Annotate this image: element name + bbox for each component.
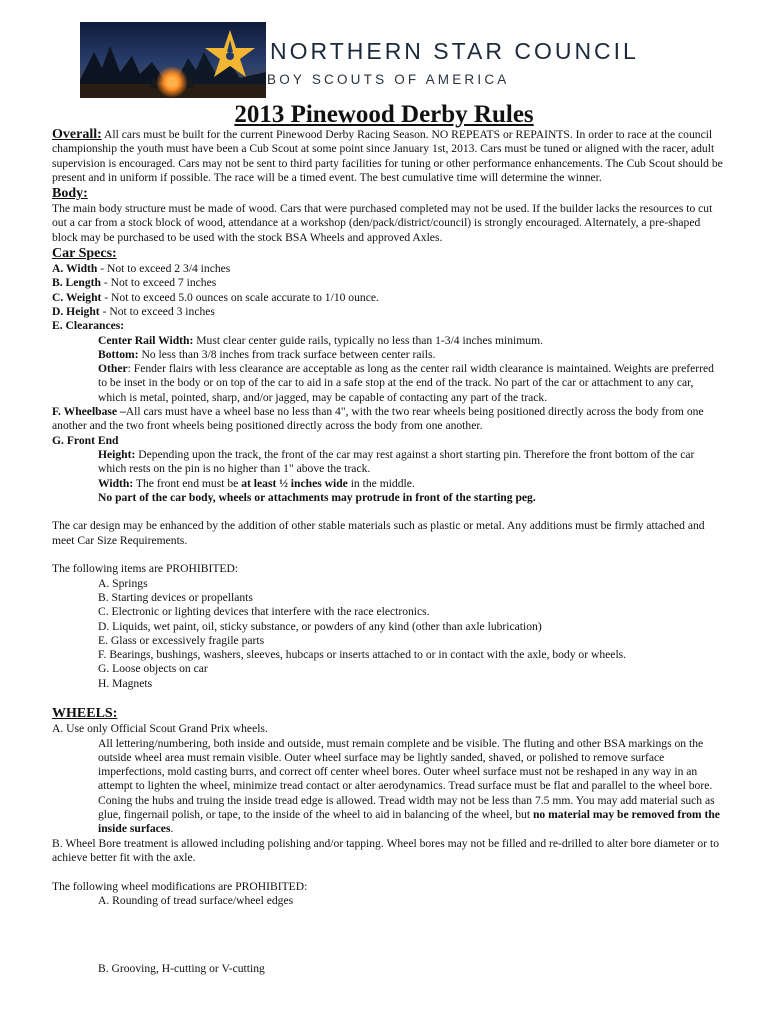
- wheels-prohibited-intro: The following wheel modifications are PROHIBITED:: [52, 879, 308, 893]
- page-title: 2013 Pinewood Derby Rules: [234, 101, 534, 128]
- other-text: : Fender flairs with less clearance are acceptable as long as the center rail width clearance is maintained. Weights are preferred to be inset in the body or on top of the car to aid in a safe stop at the end of the track. No part of the car or attachment to any car, which is metal, pointed, sharp, and/or jagged, may be capable of contacting any part of the track.: [98, 362, 714, 404]
- body-text: The main body structure must be made of wood. Cars that were purchased completed may not be used. If the builder lacks the resources to cut out a car from a stock block of wood, attendance at a workshop (den/pack/district/council) is strongly encouraged. Alternately, a pre-shaped block may be purchased to be used with the stock BSA Wheels and approved Axles.: [52, 202, 713, 244]
- rail-text: Must clear center guide rails, typically no less than 1-3/4 inches minimum.: [193, 333, 544, 347]
- header: [80, 22, 680, 100]
- prohibited-item: B. Starting devices or propellants: [98, 590, 253, 604]
- prohibited-item: E. Glass or excessively fragile parts: [98, 633, 265, 647]
- fe-width-text: The front end must be: [133, 476, 242, 490]
- wheelbase-text: All cars must have a wheel base no less than 4", with the two rear wheels being positioned directly across the body from one another and the two front wheels being positioned directly across the body from one another.: [52, 405, 704, 433]
- spec-frontend-label: G. Front End: [52, 433, 119, 447]
- clearance-other: [52, 362, 724, 405]
- prohibited-item: G. Loose objects on car: [98, 662, 208, 676]
- body-heading: Body:: [52, 186, 88, 202]
- clearance-bottom: [52, 348, 724, 362]
- other-label: Other: [98, 362, 128, 376]
- wheelbase-label: F. Wheelbase –: [52, 405, 126, 419]
- frontend-height: [52, 448, 724, 477]
- prohibited-item: C. Electronic or lighting devices that interfere with the race electronics.: [98, 605, 430, 619]
- wheels-a-end: .: [170, 822, 174, 836]
- spec-weight: [52, 291, 724, 305]
- rail-label: Center Rail Width:: [98, 333, 194, 347]
- spec-length: [52, 276, 724, 290]
- fe-width-bold: at least ½ inches wide: [241, 476, 348, 490]
- wheels-a-detail-text: All lettering/numbering, both inside and outside, must remain complete and be visible. The fluting and other BSA markings on the outside wheel area must remain visible. Outer wheel surface may be lightly sanded, shaved, or polished to remove surface imperfections, mold casting burrs, and correct off center wheel bores. Outer wheel surface must not be reshaped in any way in an attempt to lighten the wheel, minimize tread contact or alter aerodynamics. Tread surface must be flat and parallel to the wheel bore. Coning the hubs and truing the inside tread edge is allowed. Tread width may not be less than 7.5 mm. You may add material such as glue, fingernail polish, or tape, to the inside of the wheel to aid in balancing of the wheel, but: [98, 736, 715, 822]
- spec-wheelbase: [52, 405, 724, 434]
- prohibited-item: D. Liquids, wet paint, oil, sticky substance, or powders of any kind (other than axle lubrication): [98, 619, 542, 633]
- spec-height-label: D. Height: [52, 304, 100, 318]
- wheels-a: A. Use only Official Scout Grand Prix wheels.: [52, 722, 268, 736]
- wheels-b: B. Wheel Bore treatment is allowed including polishing and/or tapping. Wheel bores may not be filled and re-drilled to alter bore diameter or to achieve better fit with the axle.: [52, 836, 719, 864]
- spec-clearances-label: E. Clearances:: [52, 319, 125, 333]
- enhance-text: The car design may be enhanced by the addition of other stable materials such as plastic or metal. Any additions must be firmly attached and meet Car Size Requirements.: [52, 519, 705, 547]
- fe-width-tail: in the middle.: [347, 476, 415, 490]
- spec-length-label: B. Length: [52, 276, 101, 290]
- car-specs-heading: Car Specs:: [52, 246, 117, 262]
- wheels-a-bold: no material may be removed from the inside surfaces: [98, 808, 720, 836]
- council-name: NORTHERN STAR COUNCIL: [270, 38, 639, 64]
- clearance-rail: [52, 334, 724, 348]
- bottom-label: Bottom:: [98, 347, 139, 361]
- spec-weight-label: C. Weight: [52, 290, 102, 304]
- spec-height: [52, 305, 724, 319]
- overall-heading: Overall:: [52, 127, 102, 142]
- frontend-width: [52, 477, 724, 491]
- frontend-note: No part of the car body, wheels or attachments may protrude in front of the starting peg.: [98, 490, 536, 504]
- overall-text: All cars must be built for the current Pinewood Derby Racing Season. NO REPEATS or REPAINTS. In order to race at the council championship the youth must have been a Cub Scout at some point since January 1st, 2013. Cars must be tuned or aligned with the racer, adult supervision is encouraged. Cars may not be sent to third party facilities for tuning or other performance enhancements. The Cub Scout should be present and in uniform if possible. The race will be a timed event. The best cumulative time will determine the winner.: [52, 128, 723, 184]
- bottom-text: No less than 3/8 inches from track surface between center rails.: [138, 347, 436, 361]
- wheels-a-detail: [52, 737, 724, 837]
- spec-width-label: A. Width: [52, 262, 98, 276]
- spec-width: [52, 262, 724, 276]
- fe-width-label: Width:: [98, 476, 134, 490]
- fe-height-label: Height:: [98, 447, 136, 461]
- prohibited-intro: The following items are PROHIBITED:: [52, 562, 239, 576]
- spec-height-text: - Not to exceed 3 inches: [99, 304, 215, 318]
- overall-paragraph: [52, 128, 724, 185]
- spec-length-text: - Not to exceed 7 inches: [100, 276, 217, 290]
- prohibited-item: H. Magnets: [98, 676, 153, 690]
- spec-width-text: - Not to exceed 2 3/4 inches: [97, 262, 231, 276]
- wheels-prohibited-item: A. Rounding of tread surface/wheel edges: [98, 893, 294, 907]
- document-body: [52, 128, 724, 976]
- prohibited-item: F. Bearings, bushings, washers, sleeves, hubcaps or inserts attached to or in contact with the axle, body or wheels.: [98, 648, 627, 662]
- wheels-prohibited-item: B. Grooving, H-cutting or V-cutting: [98, 962, 265, 976]
- organization-name: BOY SCOUTS OF AMERICA: [267, 72, 510, 87]
- campfire-banner-image: [80, 22, 266, 98]
- wheels-heading: WHEELS:: [52, 706, 118, 722]
- prohibited-item: A. Springs: [98, 576, 148, 590]
- spec-weight-text: - Not to exceed 5.0 ounces on scale accurate to 1/10 ounce.: [101, 290, 379, 304]
- fe-height-text: Depending upon the track, the front of the car may rest against a short starting pin. Therefore the front bottom of the car which rests on the pin is no higher than 1" above the track.: [98, 447, 695, 476]
